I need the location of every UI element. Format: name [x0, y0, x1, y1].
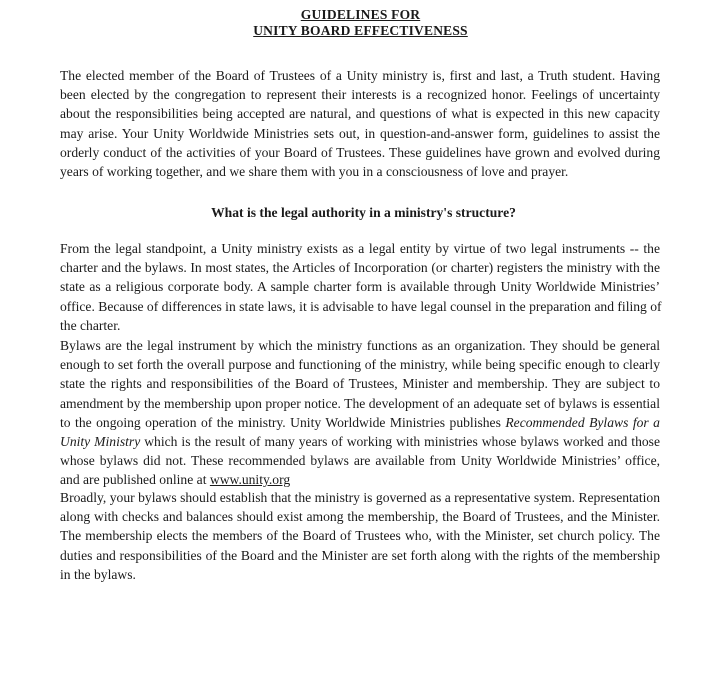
bylaws-line: [60, 432, 660, 451]
governance-line: along with checks and balances should exist among the membership, the Board of Trustees, and the Minister.: [60, 509, 660, 525]
governance-line: The membership elects the members of the Board of Trustees who, with the Minister, set church policy. The: [60, 528, 660, 544]
legal-line: the charter.: [60, 317, 121, 333]
bylaws-line: Bylaws are the legal instrument by which the ministry functions as an organization. They should be general: [60, 338, 660, 353]
bylaws-line: [60, 470, 660, 489]
legal-line: office. Because of differences in state laws, it is advisable to have legal counsel in the preparation and filing of: [60, 298, 662, 314]
bylaws-line-text: and are published online at: [60, 472, 210, 488]
intro-line: been elected by the congregation to represent their interests is a recognized honor. Feelings of uncertainty: [60, 87, 660, 103]
governance-line: duties and responsibilities of the Board and the Minister are set forth along with the rights of the membership: [60, 547, 660, 563]
governance-paragraph: [60, 488, 660, 584]
bylaws-line: state the rights and responsibilities of the Board of Trustees, Minister and membership. They are subject to: [60, 376, 660, 392]
publication-title-part-2: Unity Ministry: [60, 433, 141, 449]
bylaws-paragraph: [60, 336, 660, 490]
bylaws-line: amendment by the membership upon proper notice. The development of an adequate set of bylaws is essential: [60, 395, 660, 411]
governance-line: in the bylaws.: [60, 566, 136, 582]
unity-website-link[interactable]: www.unity.org: [209, 472, 291, 488]
bylaws-line: whose bylaws did not. These recommended bylaws are available from Unity Worldwide Ministries’ office,: [60, 453, 660, 469]
legal-standpoint-paragraph: [60, 239, 660, 335]
legal-line: charter and the bylaws. In most states, the Articles of Incorporation (or charter) registers the ministry with the: [60, 260, 660, 276]
intro-line: orderly conduct of the activities of your Board of Trustees. These guidelines have grown and evolved during: [60, 144, 660, 160]
legal-line: From the legal standpoint, a Unity ministry exists as a legal entity by virtue of two legal instruments -- the: [60, 241, 660, 256]
intro-line: years of working together, and we share them with you in a consciousness of love and prayer.: [60, 163, 569, 179]
bylaws-line: enough to set forth the overall purpose and functioning of the ministry, while being specific enough to clearly: [60, 357, 660, 373]
document-title-line-1: GUIDELINES FOR: [300, 7, 421, 22]
section-heading: What is the legal authority in a ministry's structure?: [211, 205, 516, 220]
legal-line: state as a religious corporate body. A sample charter form is available through Unity Worldwide Ministries’: [60, 279, 660, 295]
governance-line: Broadly, your bylaws should establish that the ministry is governed as a representative system. Representation: [60, 490, 660, 505]
intro-line: may arise. Your Unity Worldwide Ministries sets out, in question-and-answer form, guidelines to assist the: [60, 125, 660, 141]
publication-title-part-1: Recommended Bylaws for a: [505, 414, 660, 430]
bylaws-line-text: which is the result of many years of working with ministries whose bylaws worked and those: [140, 433, 660, 449]
document-title-line-2: UNITY BOARD EFFECTIVENESS: [253, 23, 468, 38]
bylaws-line-text: to the ongoing operation of the ministry. Unity Worldwide Ministries publishes: [60, 414, 506, 430]
intro-line: The elected member of the Board of Trustees of a Unity ministry is, first and last, a Truth student. Having: [60, 68, 660, 83]
bylaws-line: [60, 413, 660, 432]
intro-paragraph: [60, 66, 660, 181]
intro-line: about the responsibilities being accepted are natural, and questions of what is expected in this new capacity: [60, 106, 660, 122]
